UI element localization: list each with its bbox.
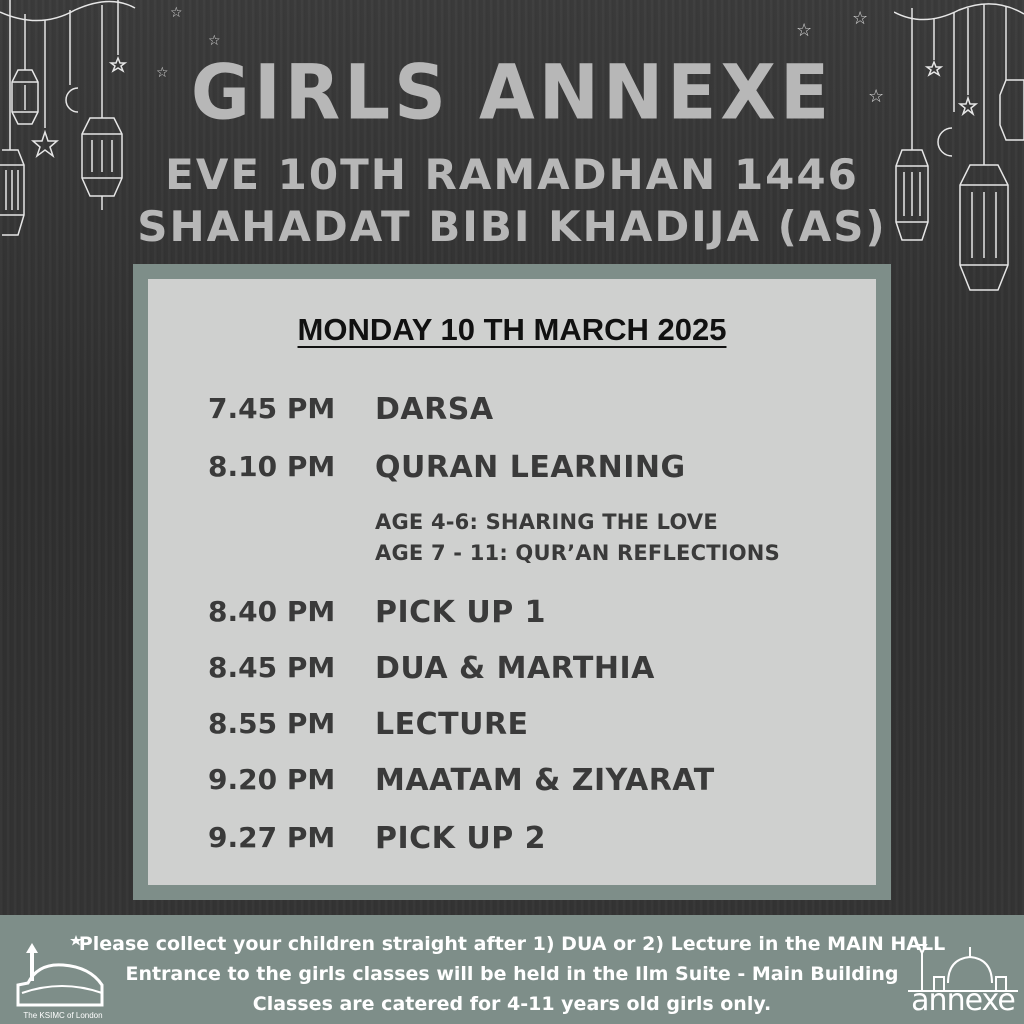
schedule-time: 9.20 PM <box>208 763 336 796</box>
page-title: GIRLS ANNEXE <box>190 47 834 137</box>
schedule-event: DARSA <box>375 392 494 427</box>
occasion-subtitle: SHAHADAT BIBI KHADIJA (AS) <box>137 202 887 251</box>
schedule-time: 8.40 PM <box>208 595 336 628</box>
schedule-subgroup: AGE 7 - 11: QUR’AN REFLECTIONS <box>375 541 780 565</box>
footer-note: Classes are catered for 4-11 years old girls only. <box>252 993 772 1015</box>
star-icon: ☆ <box>796 20 813 41</box>
schedule-time: 7.45 PM <box>208 392 336 425</box>
schedule-event: PICK UP 2 <box>375 821 547 856</box>
star-icon: ☆ <box>170 5 183 21</box>
schedule-event: DUA & MARTHIA <box>375 651 655 686</box>
star-icon: ☆ <box>868 86 885 107</box>
schedule-time: 9.27 PM <box>208 821 336 854</box>
footer-note: Entrance to the girls classes will be held in the Ilm Suite - Main Building <box>125 963 899 985</box>
schedule-subgroup: AGE 4-6: SHARING THE LOVE <box>375 510 718 534</box>
event-subtitle: EVE 10TH RAMADHAN 1446 <box>165 150 859 199</box>
star-icon: ☆ <box>852 8 869 29</box>
schedule-event: QURAN LEARNING <box>375 450 686 485</box>
schedule-event: PICK UP 1 <box>375 595 547 630</box>
schedule-time: 8.10 PM <box>208 450 336 483</box>
schedule-time: 8.45 PM <box>208 651 336 684</box>
footer-bar <box>0 915 1024 1024</box>
logo-caption: The KSIMC of London <box>23 1011 103 1020</box>
footer-note: Please collect your children straight after 1) DUA or 2) Lecture in the MAIN HALL <box>78 933 946 955</box>
star-icon: ☆ <box>156 65 169 81</box>
schedule-panel <box>148 279 876 885</box>
annexe-wordmark: annexe <box>911 983 1015 1018</box>
schedule-time: 8.55 PM <box>208 707 336 740</box>
star-icon: ☆ <box>208 33 221 49</box>
annexe-dome-logo-icon <box>908 923 1018 1023</box>
schedule-date: MONDAY 10 TH MARCH 2025 <box>297 312 727 347</box>
schedule-event: LECTURE <box>375 707 529 742</box>
schedule-event: MAATAM & ZIYARAT <box>375 763 715 798</box>
